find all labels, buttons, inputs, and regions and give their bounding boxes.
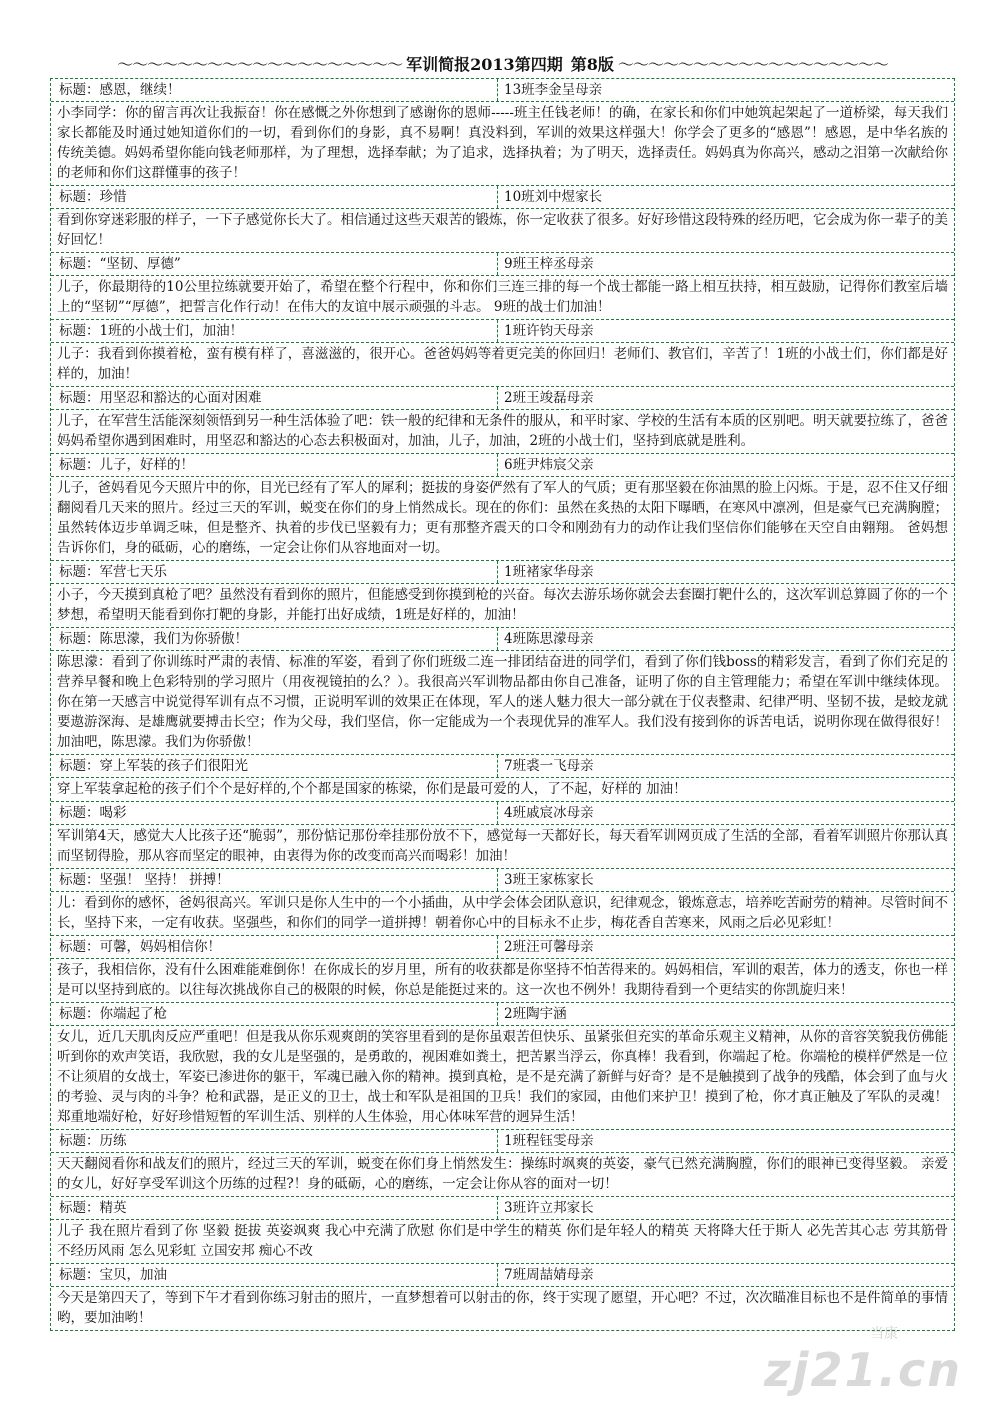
message-title: 标题：穿上军装的孩子们很阳光 (51, 755, 498, 777)
message-title: 标题：你端起了枪 (51, 1003, 498, 1025)
message-title: 标题：儿子，好样的！ (51, 454, 498, 476)
message-author: 3班王家栋家长 (504, 872, 594, 888)
message-header-row (51, 935, 954, 958)
message-title: 标题：宝贝，加油 (51, 1264, 498, 1286)
message-body: 孩子，我相信你，没有什么困难能难倒你！在你成长的岁月里，所有的收获都是你坚持不怕苦得来的。妈妈相信，军训的艰苦，体力的透支，你也一样是可以坚持到底的。以往每次挑战你自己的极限的时候，你总是能挺过来的。这一次也不例外！我期待看到一个更结实的你凯旋归来！ (51, 958, 954, 1002)
message-header-row (51, 754, 954, 777)
message-title: 标题：1班的小战士们，加油！ (51, 320, 498, 342)
message-header-row (51, 1002, 954, 1025)
message-header-row (51, 252, 954, 275)
message-entry (51, 252, 954, 319)
message-body: 小子，今天摸到真枪了吧？虽然没有看到你的照片，但能感受到你摸到枪的兴奋。每次去游乐场你就会去套圈打靶什么的，这次军训总算圆了你的一个梦想，希望明天能看到你打靶的身影，并能打出好成绩，1班是好样的，加油！ (51, 583, 954, 627)
message-title: 标题：珍惜 (51, 186, 498, 208)
message-entry (51, 754, 954, 801)
message-title: 标题：感恩，继续！ (51, 79, 498, 101)
message-title: 标题：坚强！ 坚持！ 拼搏！ (51, 869, 498, 891)
header-wave-right: ～～～～～～～～～～～～～～～～～～ (617, 54, 888, 74)
message-header-row (51, 560, 954, 583)
message-entry (51, 319, 954, 386)
message-author: 2班陶宇涵 (504, 1006, 567, 1022)
message-header-row (51, 319, 954, 342)
message-author: 1班褚家华母亲 (504, 564, 594, 580)
message-entry (51, 386, 954, 453)
message-author: 6班尹炜宸父亲 (504, 457, 594, 473)
message-body: 小李同学：你的留言再次让我振奋！你在感慨之外你想到了感谢你的恩师-----班主任钱老师！的确，在家长和你们中她筑起架起了一道桥梁，每天我们家长都能及时通过她知道你们的一切，看到你们的身影，真不易啊！真没料到，军训的效果这样强大！你学会了更多的“感恩”！感恩，是中华名族的传统美德。妈妈希望你能向钱老师那样，为了理想，选择奉献；为了追求，选择执着；为了明天，选择责任。妈妈真为你高兴，感动之泪第一次献给你的老师和你们这群懂事的孩子！ (51, 101, 954, 185)
message-header-row (51, 1263, 954, 1286)
message-body: 儿子：我看到你摸着枪，蛮有模有样了，喜滋滋的，很开心。爸爸妈妈等着更完美的你回归！老师们、教官们，辛苦了！1班的小战士们，你们都是好样的，加油！ (51, 342, 954, 386)
message-entry (51, 1196, 954, 1263)
message-header-row (51, 868, 954, 891)
message-header-row (51, 79, 954, 101)
site-watermark (668, 1311, 968, 1401)
message-body: 儿子 我在照片看到了你 坚毅 挺拔 英姿飒爽 我心中充满了欣慰 你们是中学生的精英 你们是年轻人的精英 天将降大任于斯人 必先苦其心志 劳其筋骨 不经历风雨 怎么见彩虹 立国安邦 痴心不改 (51, 1219, 954, 1263)
message-author: 9班王梓丞母亲 (504, 256, 594, 272)
bulletin-title: 军训简报2013第四期 (406, 54, 563, 74)
message-body: 女儿，近几天肌肉反应严重吧！但是我从你乐观爽朗的笑容里看到的是你虽艰苦但快乐、虽紧张但充实的革命乐观主义精神，从你的音容笑貌我仿佛能听到你的欢声笑语，我欣慰，我的女儿是坚强的，是勇敢的，视困难如粪土，把苦累当浮云，你真棒！我看到，你端起了枪。你端枪的模样俨然是一位不让须眉的女战士，军姿已渗进你的躯干，军魂已融入你的精神。摸到真枪，是不是充满了新鲜与好奇？是不是触摸到了战争的残酷，体会到了血与火的考验、灵与肉的斗争？枪和武器，是正义的卫士，战士和军队是祖国的卫兵！我们的家园，由他们来护卫！摸到了枪，你才真正触及了军队的灵魂！郑重地端好枪，好好珍惜短暂的军训生活、别样的人生体验，用心体味军营的迥异生活！ (51, 1025, 954, 1129)
message-author: 7班周喆婧母亲 (504, 1267, 594, 1283)
message-author: 10班刘中煜家长 (504, 189, 603, 205)
message-author: 3班许立邦家长 (504, 1200, 594, 1216)
message-author: 2班王竣磊母亲 (504, 390, 594, 406)
watermark-small-text: 当康 (870, 1326, 898, 1342)
message-body: 天天翻阅看你和战友们的照片，经过三天的军训，蜕变在你们身上悄然发生：操练时飒爽的英姿，豪气已然充满胸膛，你们的眼神已变得坚毅。 亲爱的女儿，好好享受军训这个历练的过程?！身的砥砺，心的磨练，一定会让你从容的面对一切！ (51, 1152, 954, 1196)
message-author: 7班裘一飞母亲 (504, 758, 594, 774)
message-author: 1班许钧天母亲 (504, 323, 594, 339)
message-entry (51, 1129, 954, 1196)
message-header-row (51, 627, 954, 650)
page-label: 第8版 (570, 54, 614, 74)
message-title: 标题：军营七天乐 (51, 561, 498, 583)
bulletin-header (50, 52, 955, 74)
message-author: 4班戚宸冰母亲 (504, 805, 594, 821)
message-body: 看到你穿迷彩服的样子，一下子感觉你长大了。相信通过这些天艰苦的锻炼，你一定收获了很多。好好珍惜这段特殊的经历吧，它会成为你一辈子的美好回忆！ (51, 208, 954, 252)
message-author: 1班程钰雯母亲 (504, 1133, 594, 1149)
message-entry (51, 185, 954, 252)
message-body: 儿：看到你的感怀，爸妈很高兴。军训只是你人生中的一个小插曲，从中学会体会团队意识，纪律观念，锻炼意志，培养吃苦耐劳的精神。尽管时间不长，坚持下来，一定有收获。坚强些，和你们的同学一道拼搏！朝着你心中的目标永不止步，梅花香自苦寒来，风雨之后必见彩虹！ (51, 891, 954, 935)
watermark-text: zj21.cn (763, 1343, 962, 1397)
message-body: 军训第4天，感觉大人比孩子还“脆弱”，那份惦记那份牵挂那份放不下，感觉每一天都好长，每天看军训网页成了生活的全部，看着军训照片你那认真而坚韧得脸，那从容而坚定的眼神，由衷得为你的改变而高兴而喝彩！加油！ (51, 824, 954, 868)
message-entry (51, 1002, 954, 1129)
message-entry (51, 868, 954, 935)
message-header-row (51, 453, 954, 476)
bulletin-table (50, 78, 955, 1331)
message-title: 标题：陈思濛，我们为你骄傲！ (51, 628, 498, 650)
message-body: 穿上军装拿起枪的孩子们个个是好样的,个个都是国家的栋梁，你们是最可爱的人，了不起，好样的 加油！ (51, 777, 954, 801)
message-entry (51, 560, 954, 627)
message-header-row (51, 801, 954, 824)
message-header-row (51, 185, 954, 208)
header-wave-left: ～～～～～～～～～～～～～～～～～～～ (117, 54, 403, 74)
message-author: 13班李金呈母亲 (504, 82, 603, 98)
message-author: 4班陈思濛母亲 (504, 631, 594, 647)
message-body: 儿子，在军营生活能深刻领悟到另一种生活体验了吧：铁一般的纪律和无条件的服从，和平时家、学校的生活有本质的区别吧。明天就要拉练了，爸爸妈妈希望你遇到困难时，用坚忍和豁达的心态去积极面对，加油，儿子，加油，2班的小战士们，坚持到底就是胜利。 (51, 409, 954, 453)
message-title: 标题：喝彩 (51, 802, 498, 824)
message-entry (51, 627, 954, 754)
message-header-row (51, 1129, 954, 1152)
message-entry (51, 453, 954, 560)
message-header-row (51, 1196, 954, 1219)
message-body: 儿子，你最期待的10公里拉练就要开始了，希望在整个行程中，你和你们三连三排的每一个战士都能一路上相互扶持，相互鼓励，记得你们教室后墙上的“坚韧”“厚德”，把誓言化作行动！在伟大的友谊中展示顽强的斗志。 9班的战士们加油！ (51, 275, 954, 319)
message-title: 标题：用坚忍和豁达的心面对困难 (51, 387, 498, 409)
message-title: 标题：“坚韧、厚德” (51, 253, 498, 275)
message-title: 标题：历练 (51, 1130, 498, 1152)
message-header-row (51, 386, 954, 409)
message-entry (51, 801, 954, 868)
message-title: 标题：精英 (51, 1197, 498, 1219)
message-entry (51, 935, 954, 1002)
message-author: 2班汪可馨母亲 (504, 939, 594, 955)
message-title: 标题：可馨，妈妈相信你！ (51, 936, 498, 958)
message-body: 今天是第四天了，等到下午才看到你练习射击的照片，一直梦想着可以射击的你，终于实现了愿望，开心吧？不过，次次瞄准目标也不是件简单的事情哟，要加油哟！ (51, 1286, 954, 1330)
message-body: 陈思濛：看到了你训练时严肃的表情、标准的军姿，看到了你们班级二连一排团结奋进的同学们，看到了你们钱boss的精彩发言，看到了你们充足的营养早餐和晚上色彩特别的学习照片（用夜视镜拍的么？）。我很高兴军训物品都由你自己准备，证明了你的自主管理能力；希望在军训中继续体现。你在第一天感言中说觉得军训有点不习惯，正说明军训的效果正在体现，军人的迷人魅力很大一部分就在于仪表整肃、纪律严明、坚韧不拔，是蛟龙就要遨游深海、是雄鹰就要搏击长空；作为父母，我们坚信，你一定能成为一个表现优异的准军人。我们没有接到你的诉苦电话，说明你现在做得很好！加油吧，陈思濛。我们为你骄傲！ (51, 650, 954, 754)
message-body: 儿子，爸妈看见今天照片中的你，目光已经有了军人的犀利；挺拔的身姿俨然有了军人的气质；更有那坚毅在你油黑的脸上闪烁。于是，忍不住又仔细翻阅看几天来的照片。经过三天的军训，蜕变在你们的身上悄然成长。现在的你们：虽然在炙热的太阳下曝晒，在寒风中凛冽，但是豪气已充满胸膛；虽然转体迈步单调乏味，但是整齐、执着的步伐已坚毅有力；更有那整齐震天的口令和刚劲有力的动作让我们坚信你们能够在天空自由翱翔。 爸妈想告诉你们，身的砥砺，心的磨练，一定会让你们从容地面对一切。 (51, 476, 954, 560)
message-entry (51, 79, 954, 185)
